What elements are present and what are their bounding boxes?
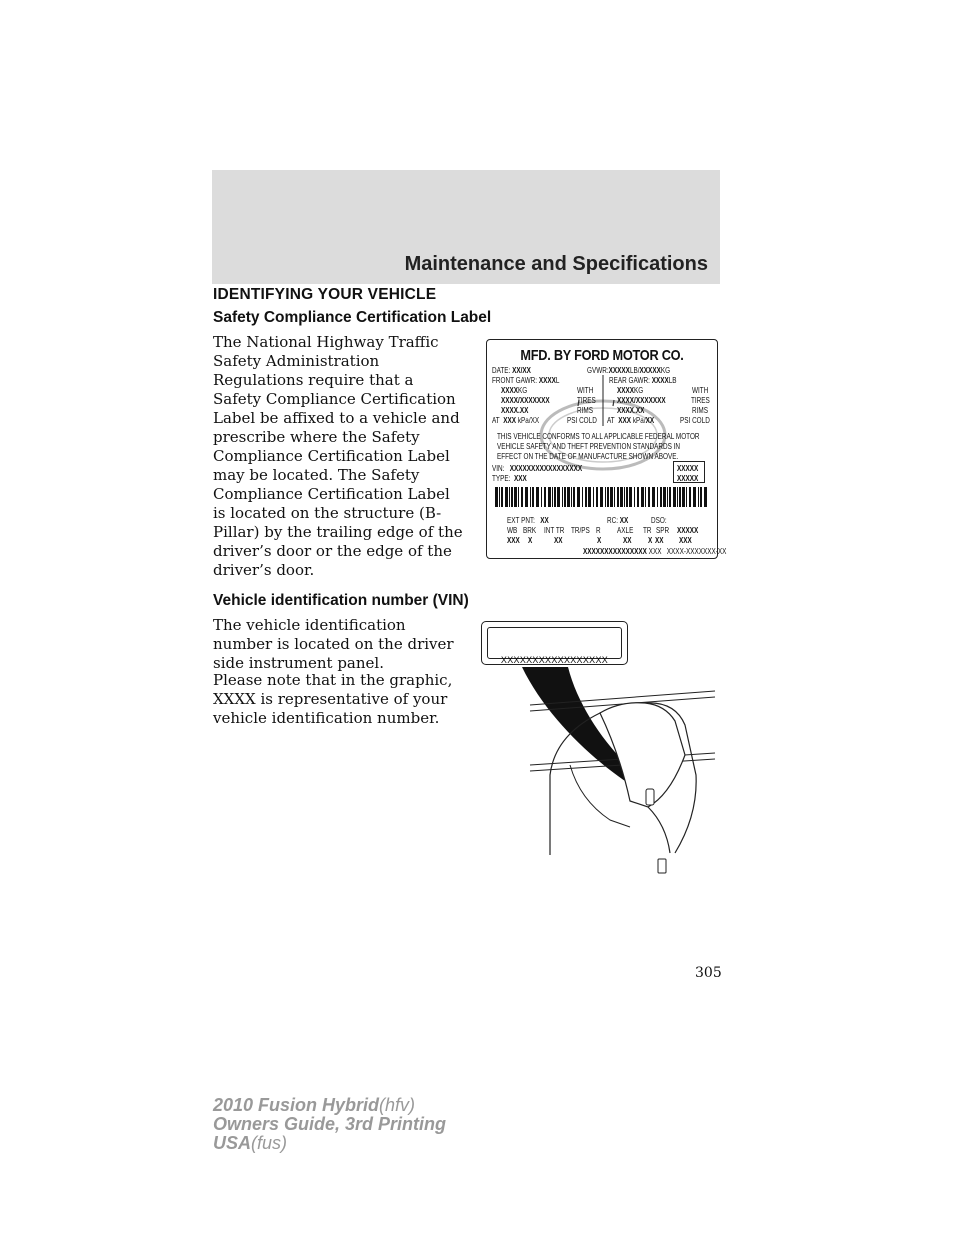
- barcode-bar: [704, 487, 707, 507]
- barcode-bar: [669, 487, 671, 507]
- code-header-brk: BRK: [523, 526, 537, 535]
- barcode-bar: [620, 487, 623, 507]
- barcode-bar: [610, 487, 613, 507]
- barcode-bar: [585, 487, 587, 507]
- barcode-bar: [648, 487, 650, 507]
- barcode-bar: [607, 487, 609, 507]
- barcode-bar: [557, 487, 560, 507]
- barcode-bar: [495, 487, 498, 507]
- rear-tires: TIRES: [691, 396, 710, 405]
- barcode-bar: [577, 487, 580, 507]
- barcode-bar: [541, 487, 542, 507]
- barcode-bar: [682, 487, 685, 507]
- barcode-bar: [645, 487, 646, 507]
- barcode-bar: [514, 487, 517, 507]
- rear-with: WITH: [692, 386, 709, 395]
- footer-line-3: USA(fus): [213, 1133, 288, 1153]
- barcode-bar: [689, 487, 691, 507]
- code-header-axle: AXLE: [617, 526, 634, 535]
- barcode-bar: [544, 487, 546, 507]
- barcode-bar: [499, 487, 500, 507]
- barcode-bar: [693, 487, 696, 507]
- barcode-bar: [536, 487, 539, 507]
- footer-line-2: Owners Guide, 3rd Printing: [213, 1114, 447, 1134]
- barcode-bar: [521, 487, 523, 507]
- barcode-bar: [629, 487, 632, 507]
- barcode-bar: [573, 487, 575, 507]
- barcode-bar: [588, 487, 591, 507]
- barcode-bar: [567, 487, 570, 507]
- code-value-spr: XX: [655, 536, 664, 545]
- barcode-bar: [624, 487, 625, 507]
- code-value-axle: XX: [623, 536, 632, 545]
- barcode-bar: [552, 487, 553, 507]
- code-header-extra: XXXXX: [677, 526, 699, 535]
- barcode-bar: [677, 487, 678, 507]
- section-header-band: [212, 170, 720, 284]
- barcode-bar: [637, 487, 639, 507]
- footer-line-1: 2010 Fusion Hybrid(hfv): [213, 1095, 416, 1115]
- barcode-bar: [593, 487, 594, 507]
- barcode-bar: [509, 487, 510, 507]
- barcode-bar: [554, 487, 556, 507]
- page-number: 305: [695, 965, 722, 981]
- barcode-bar: [652, 487, 655, 507]
- vin-paragraph-1: The vehicle identification number is located on the driver side instrument panel.: [213, 616, 454, 672]
- barcode-bar: [614, 487, 615, 507]
- barcode-bar: [673, 487, 676, 507]
- barcode-bar: [582, 487, 583, 507]
- barcode-bar: [530, 487, 531, 507]
- front-kg: XXXXKG: [501, 386, 528, 395]
- conformance-line-2: VEHICLE SAFETY AND THEFT PREVENTION STANDARDS IN: [497, 442, 680, 451]
- vin-plate-text: XXXXXXXXXXXXXXXXX: [500, 655, 609, 665]
- barcode-bar: [564, 487, 566, 507]
- code-value-int-tr: XX: [554, 536, 563, 545]
- rear-rims: RIMS: [692, 406, 708, 415]
- code-value-tr: X: [648, 536, 653, 545]
- barcode-bar: [518, 487, 519, 507]
- barcode-bar: [698, 487, 699, 507]
- barcode-bar: [532, 487, 534, 507]
- barcode-bar: [634, 487, 635, 507]
- certification-label-illustration: [486, 339, 727, 559]
- dso-row: DSO:: [651, 516, 667, 525]
- code-header-wb: WB: [507, 526, 518, 535]
- page-heading: IDENTIFYING YOUR VEHICLE: [213, 286, 437, 303]
- label-title: MFD. BY FORD MOTOR CO.: [520, 347, 684, 364]
- barcode-bar: [667, 487, 668, 507]
- section-title: Maintenance and Specifications: [404, 253, 708, 275]
- barcode-bar: [605, 487, 606, 507]
- barcode-bar: [626, 487, 628, 507]
- vin-row: VIN: XXXXXXXXXXXXXXXXX: [492, 464, 583, 473]
- label-bottom-codes: XXXXXXXXXXXXXXX XXX XXXX-XXXXXXX-XX: [583, 547, 727, 556]
- barcode-bar: [548, 487, 551, 507]
- box-value-1: XXXXX: [677, 464, 699, 473]
- front-psi: PSI COLD: [567, 416, 597, 425]
- code-value-brk: X: [528, 536, 533, 545]
- rear-gawr-row: REAR GAWR: XXXXLB: [609, 376, 677, 385]
- front-with: WITH: [577, 386, 594, 395]
- barcode-bar: [663, 487, 666, 507]
- rc-row: RC: XX: [607, 516, 629, 525]
- code-value-r: X: [597, 536, 602, 545]
- code-value-extra: XXX: [679, 536, 692, 545]
- gvwr-row: GVWR:XXXXXLB/XXXXXKG: [587, 366, 671, 375]
- rear-kg: XXXXKG: [617, 386, 644, 395]
- barcode-bar: [686, 487, 687, 507]
- rear-psi: PSI COLD: [680, 416, 710, 425]
- barcode-bar: [562, 487, 563, 507]
- barcode-bar: [501, 487, 503, 507]
- vin-plate: [481, 621, 628, 665]
- vin-paragraph-2: Please note that in the graphic, XXXX is representative of your vehicle identification number.: [213, 671, 453, 727]
- barcode-bar: [505, 487, 508, 507]
- ext-paint-row: EXT PNT: XX: [507, 516, 549, 525]
- safety-label-paragraph: The National Highway Traffic Safety Administration Regulations require that a Safety Compliance Certification Label be affixed to a vehicle and prescribe where the Safety Compliance Certification Label may be located. The Safety Compliance Certification Label is located on the structure (B-Pillar) by the trailing edge of the driver’s door or the edge of the driver’s door.: [213, 333, 463, 579]
- code-header-int-tr: INT TR: [544, 526, 565, 535]
- barcode-bar: [525, 487, 528, 507]
- barcode-bar: [617, 487, 619, 507]
- front-gawr-row: FRONT GAWR: XXXXL: [492, 376, 560, 385]
- barcode-bar: [700, 487, 702, 507]
- document-footer: [213, 1096, 446, 1153]
- rear-pressure: AT XXX kPa/XX: [607, 416, 655, 425]
- rear-rim-size: XXXX.XX: [617, 406, 645, 415]
- front-tire-size: XXXX/XXXXXXX: [501, 396, 550, 405]
- rear-tire-size: XXXX/XXXXXXX: [617, 396, 666, 405]
- barcode-bar: [600, 487, 603, 507]
- front-rim-size: XXXX.XX: [501, 406, 529, 415]
- barcode-bar: [596, 487, 598, 507]
- barcode-bar: [660, 487, 662, 507]
- vin-subheading: Vehicle identification number (VIN): [213, 592, 469, 609]
- safety-label-subheading: Safety Compliance Certification Label: [213, 309, 492, 326]
- conformance-line-3: EFFECT ON THE DATE OF MANUFACTURE SHOWN ABOVE.: [497, 452, 679, 461]
- code-header-r: R: [596, 526, 601, 535]
- type-row: TYPE: XXX: [492, 474, 527, 483]
- code-header-spr: SPR: [656, 526, 670, 535]
- code-value-wb: XXX: [507, 536, 520, 545]
- front-tires: TIRES: [577, 396, 596, 405]
- code-header-tr-ps: TR/PS: [571, 526, 590, 535]
- barcode-bar: [511, 487, 513, 507]
- front-rims: RIMS: [577, 406, 593, 415]
- box-value-2: XXXXX: [677, 474, 699, 483]
- code-header-tr: TR: [643, 526, 652, 535]
- barcode-bar: [657, 487, 658, 507]
- date-row: DATE: XX/XX: [492, 366, 531, 375]
- front-pressure: AT XXX kPa/XX: [492, 416, 540, 425]
- barcode-bar: [679, 487, 681, 507]
- barcode: [495, 487, 711, 507]
- barcode-bar: [641, 487, 644, 507]
- barcode-bar: [571, 487, 572, 507]
- conformance-line-1: THIS VEHICLE CONFORMS TO ALL APPLICABLE FEDERAL MOTOR: [497, 432, 700, 441]
